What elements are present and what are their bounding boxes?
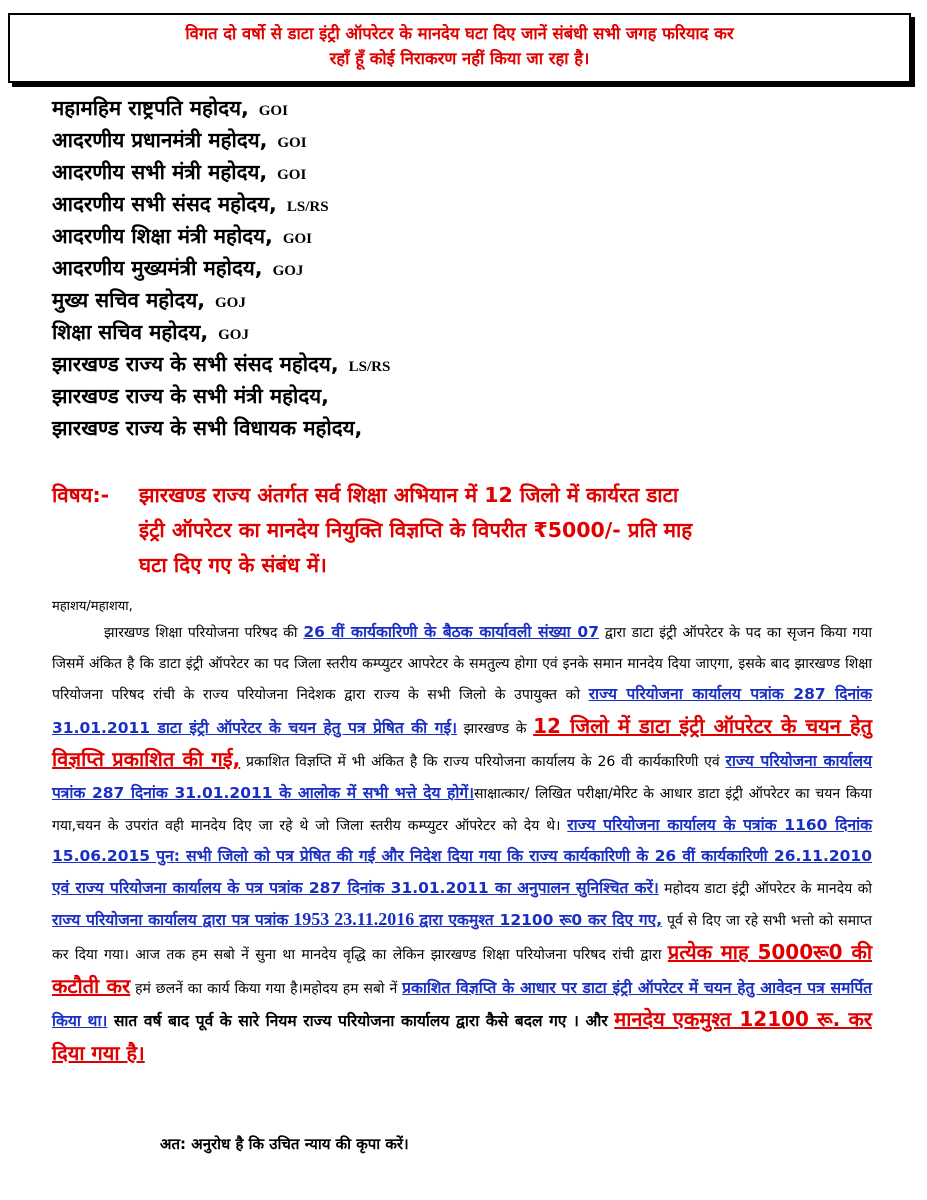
body-highlight: राज्य परियोजना कार्यालय पत्रांक 287 दिनांक 31.01.2011 के आलोक में सभी भत्ते देय होगें। xyxy=(52,752,872,802)
recipient-item: झारखण्ड राज्य के सभी मंत्री महोदय, xyxy=(52,384,329,408)
body-highlight: राज्य परियोजना कार्यालय के पत्रांक 1160 दिनांक 15.06.2015 पुन: सभी जिलो को पत्र प्रेषित की गई और निदेश दिया गया कि राज्य कार्यकारिणी के 26 वीं कार्यकारिणी 26.11.2010 एवं राज्य परियोजना कार्यालय के पत्र पत्रांक 287 दिनांक 31.01.2011 का अनुपालन सुनिश्चित करें। xyxy=(52,815,872,897)
salutation: महाशय/महाशया, xyxy=(52,599,133,614)
body-text: सात वर्ष बाद पूर्व के सारे नियम राज्य परियोजना कार्यालय द्वारा कैसे बदल गए । और xyxy=(107,1012,615,1031)
body-text: द्वारा डाटा इंट्री ऑपरेटर के पद का सृजन किया गया जिसमें अंकित है कि डाटा इंट्री ऑपरेटर का पद जिला स्तरीय कम्प्युटर आपरेटर के समतुल्य होगा एवं इनके समान मानदेय दिया जाएगा, इसके बाद झारखण्ड शिक्षा परियोजना परिषद रांची के राज्य परियोजना निदेशक द्वारा राज्य के सभी जिलो के उपायुक्त को xyxy=(52,625,872,704)
body-text: हमं छलनें का कार्य किया गया है।महोदय हम सबो नें xyxy=(130,980,403,997)
body-text: महोदय डाटा इंट्री ऑपरेटर के मानदेय को xyxy=(658,880,872,897)
subject-block xyxy=(52,478,892,583)
header-line-1: विगत दो वर्षो से डाटा इंट्री ऑपरेटर के मानदेय घटा दिए जानें संबंधी सभी जगह फरियाद कर xyxy=(185,24,734,43)
body-text: पूर्व से दिए जा रहे सभी भत्तो को समाप्त कर दिया गया। आज तक हम सबो नें सुना था मानदेय वृद्धि का लेकिन झारखण्ड शिक्षा परियोजना परिषद रांची द्वारा xyxy=(52,913,872,963)
recipient-item: महामहिम राष्ट्रपति महोदय, GOI xyxy=(52,96,288,120)
body-text: झारखण्ड शिक्षा परियोजना परिषद की xyxy=(104,625,304,641)
body-emphasis: मानदेय एकमुश्त 12100 रू. कर दिया गया है। xyxy=(52,1007,872,1065)
recipient-item: शिक्षा सचिव महोदय, GOJ xyxy=(52,320,249,344)
closing-line: अत: अनुरोध है कि उचित न्याय की कृपा करें। xyxy=(160,1135,409,1153)
recipient-item: आदरणीय सभी संसद महोदय, LS/RS xyxy=(52,192,329,216)
body-highlight: 26 वीं कार्यकारिणी के बैठक कार्यावली संख्या 07 xyxy=(303,623,599,641)
header-line-2: रहाँ हूँ कोई निराकरण नहीं किया जा रहा है। xyxy=(329,49,590,68)
header-banner xyxy=(8,13,911,83)
subject-label: विषय:- xyxy=(52,483,110,507)
recipient-item: झारखण्ड राज्य के सभी संसद महोदय, LS/RS xyxy=(52,352,391,376)
recipient-list xyxy=(52,92,892,444)
recipient-item: आदरणीय मुख्यमंत्री महोदय, GOJ xyxy=(52,256,304,280)
subject-line-1: झारखण्ड राज्य अंतर्गत सर्व शिक्षा अभियान में 12 जिलो में कार्यरत डाटा xyxy=(139,483,679,507)
body-highlight: राज्य परियोजना कार्यालय पत्रांक 287 दिनांक 31.01.2011 डाटा इंट्री ऑपरेटर के चयन हेतु पत्र प्रेषित की गई। xyxy=(52,685,872,737)
body-emphasis: 12 जिलो में डाटा इंट्री ऑपरेटर के चयन हेतु विज्ञप्ति प्रकाशित की गई, xyxy=(52,713,873,772)
body-highlight: 1953 23.11.2016 xyxy=(288,909,420,930)
body-highlight: राज्य परियोजना कार्यालय द्वारा पत्र पत्रांक xyxy=(52,911,289,930)
body-emphasis: प्रत्येक माह 5000रू0 की कटौती कर xyxy=(52,939,872,998)
recipient-item: आदरणीय सभी मंत्री महोदय, GOI xyxy=(52,160,307,184)
subject-line-2: इंट्री ऑपरेटर का मानदेय नियुक्ति विज्ञप्ति के विपरीत ₹5000/- प्रति माह xyxy=(139,518,693,542)
recipient-item: आदरणीय शिक्षा मंत्री महोदय, GOI xyxy=(52,224,312,248)
recipient-item: मुख्य सचिव महोदय, GOJ xyxy=(52,288,246,312)
body-highlight: द्वारा एकमुश्त 12100 रू0 कर दिए गए, xyxy=(419,911,663,930)
subject-line-3: घटा दिए गए के संबंध में। xyxy=(139,553,327,577)
body-text: प्रकाशित विज्ञप्ति में भी अंकित है कि राज्य परियोजना कार्यालय के 26 वी कार्यकारिणी एवं xyxy=(240,754,726,771)
body-highlight: प्रकाशित विज्ञप्ति के आधार पर डाटा इंट्री ऑपरेटर में चयन हेतु आवेदन पत्र समर्पित किया था। xyxy=(52,978,873,1031)
body-text: झारखण्ड के xyxy=(456,720,534,737)
recipient-item: आदरणीय प्रधानमंत्री महोदय, GOI xyxy=(52,128,307,152)
body-text: साक्षात्कार/ लिखित परीक्षा/मेरिट के आधार डाटा इंट्री ऑपरेटर का चयन किया गया,चयन के उपरांत वही मानदेय दिए जा रहे थे जो जिला स्तरीय कम्प्युटर ऑपरेटर को देय थे। xyxy=(52,785,872,834)
letter-body xyxy=(52,617,872,1071)
recipient-item: झारखण्ड राज्य के सभी विधायक महोदय, xyxy=(52,416,363,440)
